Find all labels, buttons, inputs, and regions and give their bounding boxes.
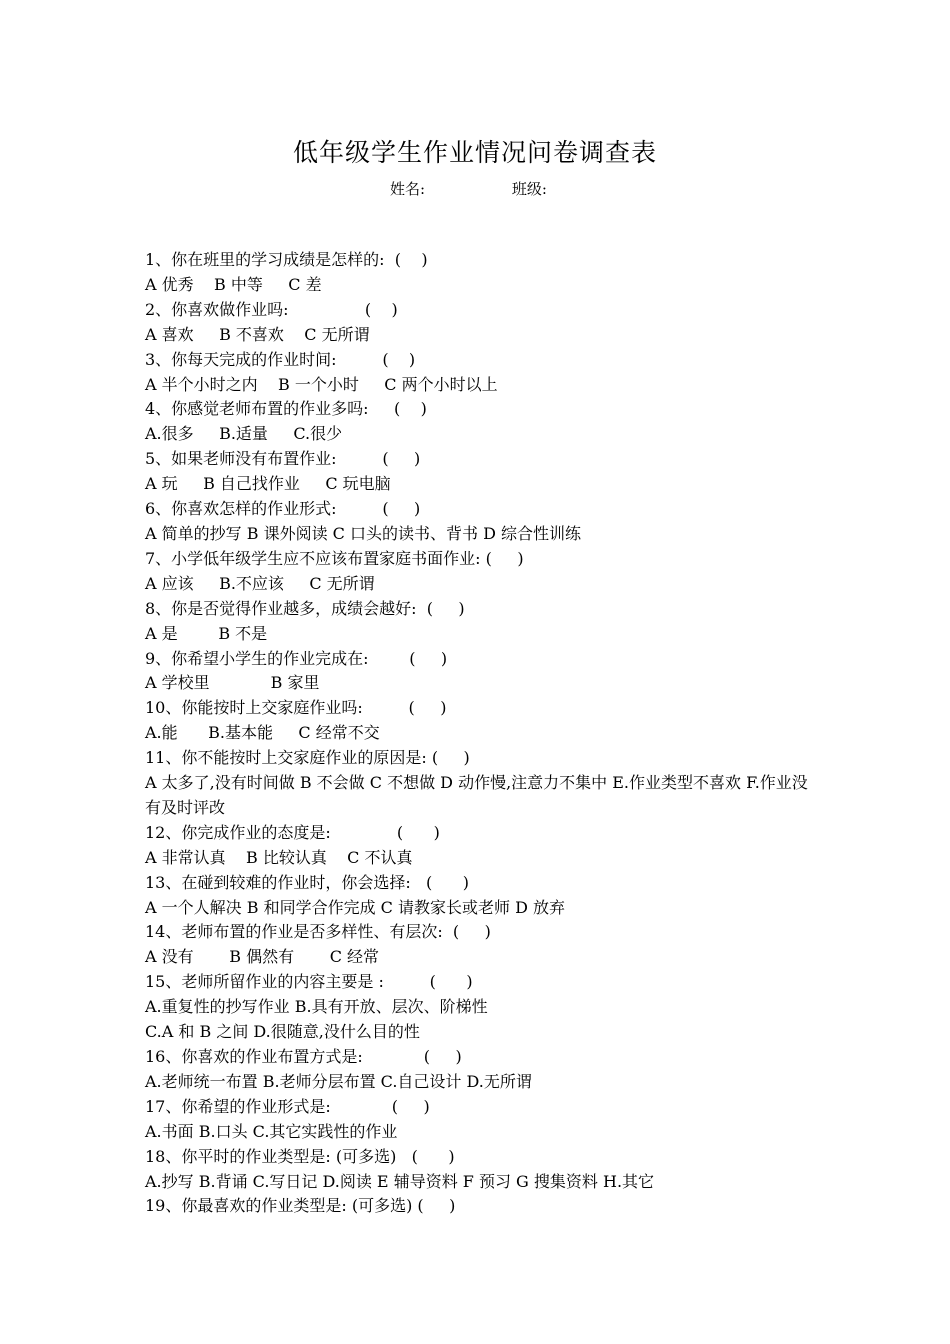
options-line: A 喜欢 B 不喜欢 C 无所谓 xyxy=(145,324,370,344)
question-line: 3、你每天完成的作业时间: ( ) xyxy=(145,349,416,369)
question-line: 15、老师所留作业的内容主要是 : ( ) xyxy=(145,972,473,992)
student-info xyxy=(390,178,547,199)
options-line: A 玩 B 自己找作业 C 玩电脑 xyxy=(145,474,391,494)
question-line: 1、你在班里的学习成绩是怎样的: ( ) xyxy=(145,250,428,269)
options-line: A.书面 B.口头 C.其它实践性的作业 xyxy=(145,1121,398,1141)
options-line: A.很多 B.适量 C.很少 xyxy=(145,424,343,444)
question-line: 13、在碰到较难的作业时，你会选择: ( ) xyxy=(145,872,470,892)
options-line: A 半个小时之内 B 一个小时 C 两个小时以上 xyxy=(145,374,498,394)
question-line: 16、你喜欢的作业布置方式是: ( ) xyxy=(145,1047,462,1066)
question-line: 12、你完成作业的态度是: ( ) xyxy=(145,822,440,842)
question-line: 2、你喜欢做作业吗: ( ) xyxy=(145,299,398,319)
options-line: A.重复性的抄写作业 B.具有开放、层次、阶梯性 xyxy=(145,997,488,1017)
question-line: 5、如果老师没有布置作业: ( ) xyxy=(145,449,421,469)
options-line: A 是 B 不是 xyxy=(145,623,268,643)
options-line: C.A 和 B 之间 D.很随意,没什么目的性 xyxy=(145,1022,420,1042)
name-label: 姓名: xyxy=(390,180,426,198)
options-line: A 太多了,没有时间做 B 不会做 C 不想做 D 动作慢,注意力不集中 E.作业类型不喜欢 F.作业没有及时评改 xyxy=(145,773,808,817)
options-line: A.抄写 B.背诵 C.写日记 D.阅读 E 辅导资料 F 预习 G 搜集资料 H.其它 xyxy=(145,1171,655,1191)
question-line: 18、你平时的作业类型是: (可多选) ( ) xyxy=(145,1146,455,1166)
options-line: A 非常认真 B 比较认真 C 不认真 xyxy=(145,847,413,867)
question-line: 14、老师布置的作业是否多样性、有层次: ( ) xyxy=(145,922,491,942)
questionnaire-body xyxy=(145,248,815,1219)
question-line: 6、你喜欢怎样的作业形式: ( ) xyxy=(145,499,421,519)
class-label: 班级: xyxy=(511,180,547,198)
question-line: 8、你是否觉得作业越多，成绩会越好: ( ) xyxy=(145,598,465,618)
question-line: 4、你感觉老师布置的作业多吗: ( ) xyxy=(145,399,427,419)
options-line: A 优秀 B 中等 C 差 xyxy=(145,274,322,294)
question-line: 7、小学低年级学生应不应该布置家庭书面作业: ( ) xyxy=(145,548,524,568)
options-line: A 应该 B.不应该 C 无所谓 xyxy=(145,573,375,593)
options-line: A 一个人解决 B 和同学合作完成 C 请教家长或老师 D 放弃 xyxy=(145,897,565,917)
question-line: 17、你希望的作业形式是: ( ) xyxy=(145,1096,430,1116)
options-line: A 没有 B 偶然有 C 经常 xyxy=(145,947,380,967)
options-line: A.能 B.基本能 C 经常不交 xyxy=(145,723,380,743)
question-line: 9、你希望小学生的作业完成在: ( ) xyxy=(145,648,448,668)
options-line: A 简单的抄写 B 课外阅读 C 口头的读书、背书 D 综合性训练 xyxy=(145,523,581,543)
options-line: A.老师统一布置 B.老师分层布置 C.自己设计 D.无所谓 xyxy=(145,1071,532,1091)
question-line: 11、你不能按时上交家庭作业的原因是: ( ) xyxy=(145,748,470,768)
question-line: 10、你能按时上交家庭作业吗: ( ) xyxy=(145,698,447,718)
page-title: 低年级学生作业情况问卷调查表 xyxy=(292,138,657,167)
options-line: A 学校里 B 家里 xyxy=(145,673,320,693)
question-line: 19、你最喜欢的作业类型是: (可多选) ( ) xyxy=(145,1196,456,1216)
